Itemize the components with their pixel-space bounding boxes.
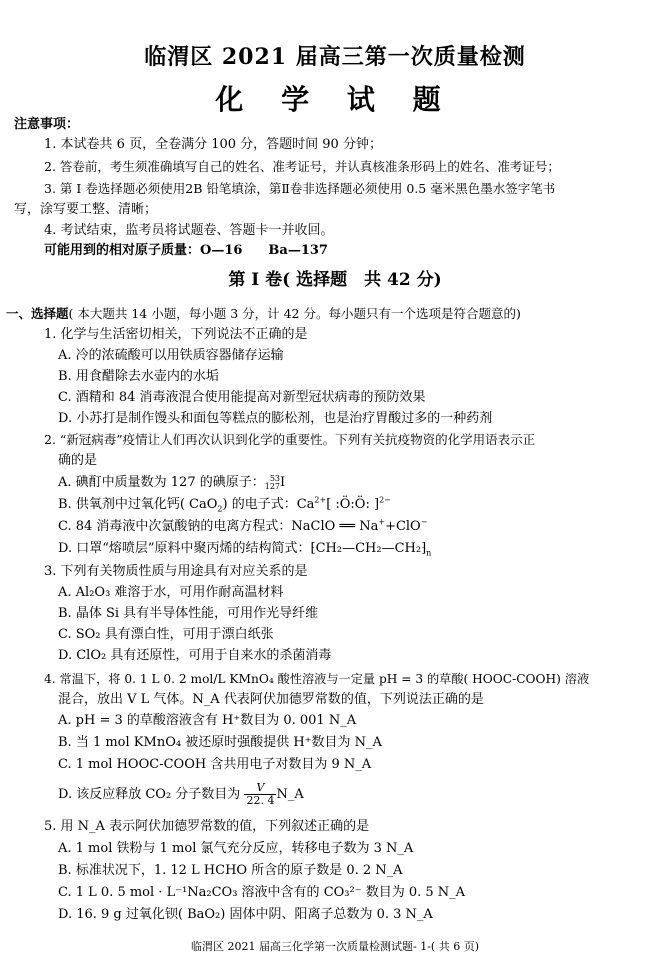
q2-option-d-text: D. 口罩“熔喷层”原料中聚丙烯的结构简式： [58,541,311,556]
notice-item-2: 2. 答卷前，考生须准确填写自己的姓名、准考证号，并认真核准条形码上的姓名、准考证号； [44,159,560,174]
q2-option-d [58,540,431,558]
peroxide-ion: [ :Ö:Ö: ] [326,497,380,512]
q3-option-b: B. 晶体 Si 具有半导体性能，可用作光导纤维 [58,606,319,621]
q4-option-d-text: D. 该反应释放 CO₂ 分子数目为 [58,787,241,802]
mass-number: 127 [264,481,281,491]
q3-option-d: D. ClO₂ 具有还原性，可用于自来水的杀菌消毒 [58,648,332,663]
section-instructions: ( 本大题共 14 小题，每小题 3 分，计 42 分。每小题只有一个选项是符合题意的) [68,306,521,321]
q2-stem-line2: 确的是 [58,453,98,468]
iodine-symbol: I [280,475,286,490]
atomic-number: 53 [269,473,281,483]
notice-heading: 注意事项： [14,117,80,132]
q4-stem-line2: 混合，放出 V L 气体。N_A 代表阿伏加德罗常数的值，下列说法正确的是 [58,692,484,707]
page-footer: 临渭区 2021 届高三化学第一次质量检测试题- 1-( 共 6 页) [191,940,479,953]
notice-item-3-cont: 写，涂写要工整、清晰； [14,202,158,217]
atomic-mass-note: 可能用到的相对原子质量：O—16 Ba—137 [44,243,328,258]
q2-option-c-text2: +ClO [385,519,421,534]
q3-option-c: C. SO₂ 具有漂白性，可用于漂白纸张 [58,627,274,642]
q2-option-c-text: C. 84 消毒液中次氯酸钠的电离方程式：NaClO ══ Na [58,519,379,534]
q2-option-b-text2: ) 的电子式：Ca [222,497,315,512]
q2-option-b: B. 供氧剂中过氧化钙( CaO$_2$) 的电子式：$Ca^{2+}$[ :Ö:Ö: ]$^{2-}$ [58,495,391,514]
q4-option-b: B. 当 1 mol KMnO₄ 被还原时强酸提供 H⁺数目为 N_A [58,735,382,750]
q1-stem: 1. 化学与生活密切相关，下列说法不正确的是 [44,327,308,342]
q4-stem-line1: 4. 常温下，将 0. 1 L 0. 2 mol/L KMnO₄ 酸性溶液与一定量 pH = 3 的草酸( HOOC-COOH) 溶液 [44,672,590,686]
q2-option-b-text: B. 供氧剂中过氧化钙( CaO [58,497,218,512]
fraction-denominator: 22. 4 [246,794,275,807]
q4-option-c: C. 1 mol HOOC-COOH 含共用电子对数目为 9 N_A [58,757,372,772]
q3-stem: 3. 下列有关物质性质与用途具有对应关系的是 [44,564,308,579]
fraction-numerator: V [244,782,276,795]
polymer-n: n [426,548,432,558]
q1-option-a: A. 冷的浓硫酸可以用铁质容器储存运输 [58,348,284,363]
q5-option-d: D. 16. 9 g 过氧化钡( BaO₂) 固体中阴、阳离子总数为 0. 3 N_A [58,907,433,922]
q2-stem-line1: 2. “新冠病毒”疫情让人们再次认识到化学的重要性。下列有关抗疫物资的化学用语表示正 [44,432,536,447]
polymer-formula: ⁅CH₂—CH₂—CH₂⁆ [310,541,427,556]
q4-option-a: A. pH = 3 的草酸溶液含有 H⁺数目为 0. 001 N_A [58,713,357,728]
q2-option-c: C. 84 消毒液中次氯酸钠的电离方程式：NaClO ══ Na++ClO− [58,517,428,534]
q3-option-a: A. Al₂O₃ 难溶于水，可用作耐高温材料 [58,585,284,600]
q1-option-b: B. 用食醋除去水壶内的水垢 [58,369,219,384]
fraction [244,782,276,807]
q2-option-a-text: A. 碘酊中质量数为 127 的碘原子： [58,475,265,490]
q2-option-a [58,474,285,492]
subject-title: 化 学 试 题 [215,83,455,116]
section-title: 第 Ⅰ 卷( 选择题 共 42 分) [228,270,442,290]
exam-title: 临渭区 2021 届高三第一次质量检测 [144,44,526,70]
notice-item-4: 4. 考试结束，监考员将试题卷、答题卡一并收回。 [44,223,334,238]
q5-stem: 5. 用 N_A 表示阿伏加德罗常数的值，下列叙述正确的是 [44,819,370,834]
section-heading [6,305,521,323]
section-label: 一、选择题 [6,306,69,321]
q4-option-d-suffix: N_A [276,787,304,802]
notice-item-1: 1. 本试卷共 6 页，全卷满分 100 分，答题时间 90 分钟； [44,137,382,152]
notice-item-3: 3. 第 Ⅰ 卷选择题必须使用2B 铅笔填涂，第Ⅱ卷非选择题必须使用 0.5 毫米黑色墨水签字笔书 [44,181,556,196]
q1-option-c: C. 酒精和 84 消毒液混合使用能提高对新型冠状病毒的预防效果 [58,390,426,405]
q4-option-d [58,782,304,807]
q5-option-a: A. 1 mol 铁粉与 1 mol 氯气充分反应，转移电子数为 3 N_A [58,841,414,856]
q1-option-d: D. 小苏打是制作馒头和面包等糕点的膨松剂，也是治疗胃酸过多的一种药剂 [58,411,493,426]
q5-option-c: C. 1 L 0. 5 mol · L⁻¹Na₂CO₃ 溶液中含有的 CO₃²⁻ 数目为 0. 5 N_A [58,885,466,900]
q5-option-b: B. 标准状况下，1. 12 L HCHO 所含的原子数是 0. 2 N_A [58,863,403,878]
